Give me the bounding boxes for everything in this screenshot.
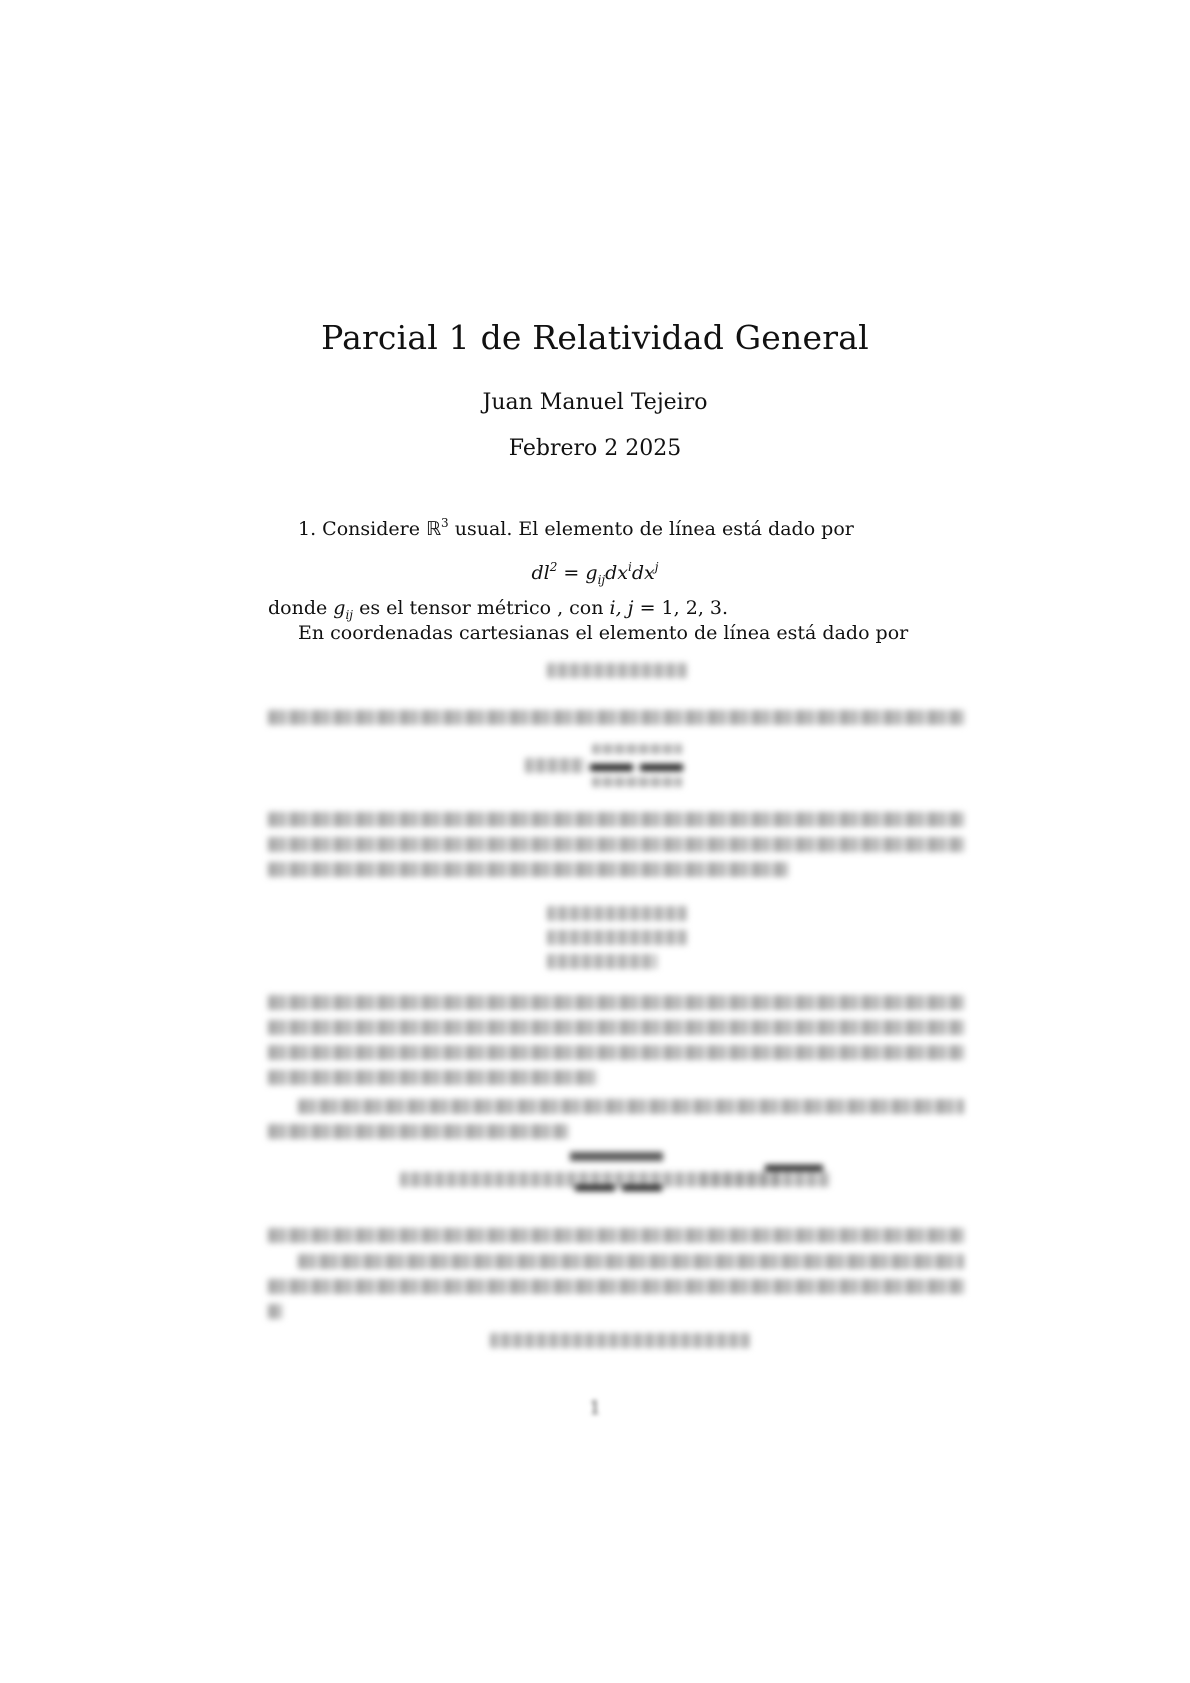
blurred-text-line bbox=[268, 1020, 964, 1035]
document-author: Juan Manuel Tejeiro bbox=[482, 390, 708, 415]
blurred-equation bbox=[700, 1172, 830, 1187]
blurred-text-line bbox=[268, 1124, 568, 1139]
fraction-bar bbox=[640, 764, 683, 771]
blurred-text-line bbox=[268, 1228, 964, 1243]
real-numbers-symbol: ℝ bbox=[425, 518, 442, 540]
blurred-text-line bbox=[268, 1304, 282, 1319]
blurred-text-line bbox=[298, 1254, 964, 1269]
line-element-equation: $dl^2 = g_{ij}dx^idx^j$ bbox=[531, 560, 659, 587]
fraction-bar bbox=[590, 764, 633, 771]
blurred-content bbox=[0, 640, 1190, 1400]
blurred-text-line bbox=[268, 710, 964, 725]
fraction-bar bbox=[575, 1185, 615, 1191]
blurred-equation bbox=[547, 954, 657, 969]
metric-tensor-definition: donde $g_{ij}$ es el tensor métrico , con i, j = 1, 2, 3. bbox=[268, 597, 729, 622]
blurred-equation bbox=[547, 663, 687, 678]
problem-1-intro: 1. Considere ℝ$^3$ usual. El elemento de línea está dado por bbox=[298, 516, 854, 540]
blurred-text-line bbox=[268, 1279, 964, 1294]
document-title: Parcial 1 de Relatividad General bbox=[321, 318, 869, 357]
cartesian-intro: En coordenadas cartesianas el elemento de línea está dado por bbox=[298, 622, 909, 644]
sqrt-bar bbox=[570, 1152, 663, 1161]
blurred-text-line bbox=[298, 1099, 964, 1114]
blurred-equation bbox=[525, 758, 585, 773]
blurred-denominator bbox=[592, 777, 682, 787]
page-number: 1 bbox=[588, 1397, 602, 1419]
blurred-text-line bbox=[268, 862, 788, 877]
blurred-text-line bbox=[268, 1070, 598, 1085]
blurred-text-line bbox=[268, 1045, 964, 1060]
blurred-text-line bbox=[268, 837, 964, 852]
document-date: Febrero 2 2025 bbox=[508, 436, 682, 461]
blurred-equation bbox=[490, 1333, 750, 1348]
blurred-text-line bbox=[268, 995, 964, 1010]
blurred-numerator bbox=[592, 744, 682, 754]
sqrt-bar bbox=[765, 1165, 823, 1171]
blurred-equation bbox=[547, 930, 687, 945]
blurred-text-line bbox=[268, 812, 964, 827]
fraction-bar bbox=[622, 1185, 662, 1191]
blurred-equation bbox=[547, 906, 687, 921]
